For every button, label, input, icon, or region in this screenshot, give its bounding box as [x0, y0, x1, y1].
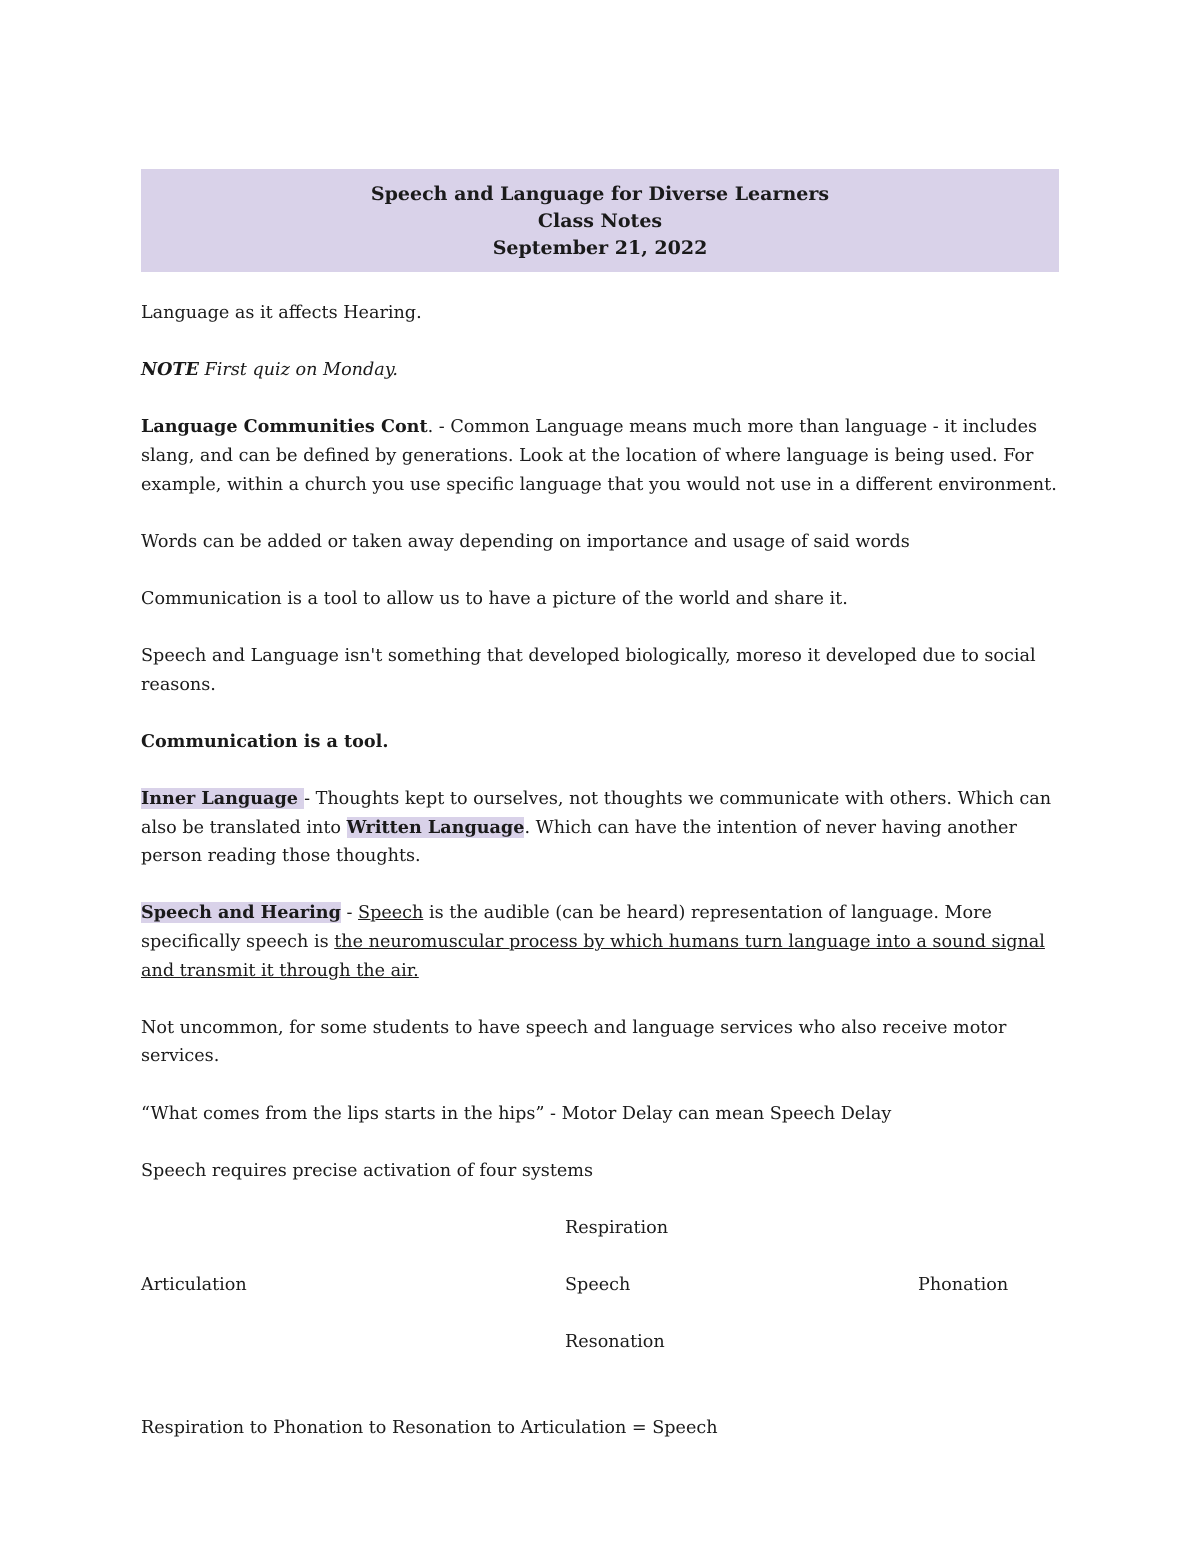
systems-intro: Speech requires precise activation of four systems [141, 1160, 594, 1181]
hips-quote: “What comes from the lips starts in the hips” - Motor Delay can mean Speech Delay [141, 1103, 892, 1124]
words-paragraph: Words can be added or taken away depending on importance and usage of said words [141, 531, 910, 552]
diagram-respiration: Respiration [565, 1218, 669, 1238]
title-banner [141, 169, 1059, 272]
speech-term: Speech [358, 903, 424, 924]
diagram-resonation: Resonation [565, 1332, 665, 1353]
speech-hearing-paragraph [141, 899, 1059, 985]
speech-hearing-text: is the audible (can be heard) representation of language. More specifically speech is [141, 903, 992, 953]
notes-body [141, 299, 1059, 1471]
inner-language-heading: Inner Language [141, 788, 305, 810]
communities-heading: Language Communities Cont [141, 416, 428, 438]
communities-paragraph [141, 413, 1059, 499]
speech-definition: the neuromuscular process by which humans turn language into a sound signal and transmit it through the air. [141, 932, 1045, 981]
notes-date: September 21, 2022 [492, 237, 708, 259]
inner-language-paragraph [141, 785, 1059, 871]
note-text: First quiz on Monday. [198, 360, 398, 381]
summary-line: Respiration to Phonation to Resonation to Articulation = Speech [141, 1418, 718, 1439]
speech-hearing-dash: - [340, 903, 359, 924]
intro-line: Language as it affects Hearing. [141, 303, 422, 323]
quiz-note [141, 356, 1059, 385]
diagram-articulation: Articulation [141, 1275, 247, 1296]
speech-systems-diagram [141, 1214, 1059, 1386]
inner-language-text-2: . Which can have the intention of never having another person reading those thoughts. [141, 817, 1017, 867]
speech-hearing-heading: Speech and Hearing [141, 902, 341, 924]
social-paragraph: Speech and Language isn't something that developed biologically, moreso it developed due to social reasons. [141, 646, 1036, 695]
written-language-term: Written Language [346, 816, 525, 838]
tool-statement: Communication is a tool. [141, 730, 389, 752]
diagram-speech: Speech [565, 1275, 631, 1296]
communication-paragraph: Communication is a tool to allow us to have a picture of the world and share it. [141, 588, 848, 609]
motor-services-paragraph: Not uncommon, for some students to have speech and language services who also receive motor services. [141, 1017, 1007, 1067]
diagram-phonation: Phonation [918, 1275, 1009, 1296]
notes-subtitle: Class Notes [537, 210, 663, 232]
course-title: Speech and Language for Diverse Learners [370, 183, 830, 205]
communities-text: . - Common Language means much more than language - it includes slang, and can be defined by generations. Look at the location of where language is being used. For example, within a church you use specific language that you would not use in a different environment. [141, 417, 1057, 495]
inner-language-text: - Thoughts kept to ourselves, not thoughts we communicate with others. Which can also be translated into [141, 789, 1052, 838]
note-label: NOTE [141, 359, 199, 381]
